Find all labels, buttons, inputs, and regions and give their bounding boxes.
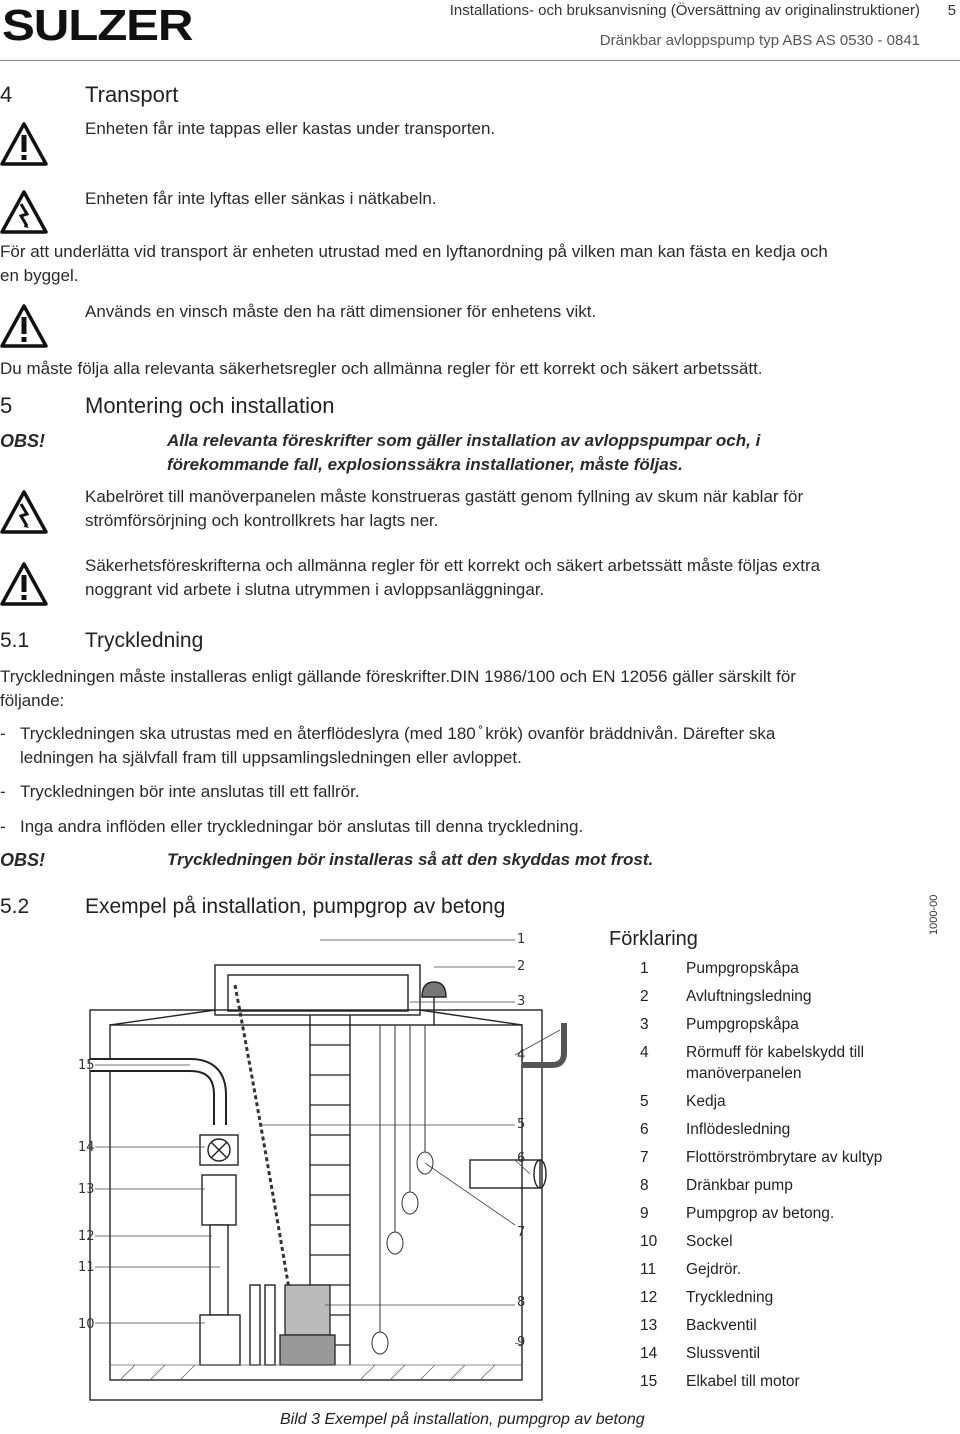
pressure-line-intro-line2: följande: (0, 691, 65, 710)
bullet-dash: - (0, 817, 6, 836)
transport-paragraph-line1: För att underlätta vid transport är enheten utrustad med en lyftanordning på vilken man kan fästa en kedja och (0, 242, 828, 261)
callout-2: 2 (517, 959, 526, 974)
section-number: 5.2 (0, 895, 30, 918)
callout-9: 9 (517, 1335, 526, 1350)
section-5-heading (0, 393, 500, 421)
section-number: 5 (0, 393, 13, 418)
callout-6: 6 (517, 1151, 526, 1166)
callout-10: 10 (78, 1317, 95, 1332)
callout-8: 8 (517, 1295, 526, 1310)
safety-warning-line1: Säkerhetsföreskrifterna och allmänna regler för ett korrekt och säkert arbetssätt måste följas extra (85, 556, 821, 575)
section-4-heading (0, 82, 400, 110)
bullet-2: Tryckledningen bör inte anslutas till ett fallrör. (20, 782, 360, 801)
page-number: 5 (947, 2, 956, 19)
document-title: Installations- och bruksanvisning (Översättning av originalinstruktioner) (449, 2, 920, 19)
transport-warning-drop: Enheten får inte tappas eller kastas under transporten. (85, 119, 496, 138)
electrical-warning-line2: strömförsörjning och kontrollkrets har lagts ner. (85, 511, 439, 530)
obs-frost-text: Tryckledningen bör installeras så att den skyddas mot frost. (167, 850, 654, 869)
safety-warning-line2: noggrant vid arbete i slutna utrymmen i avloppsanläggningar. (85, 580, 545, 599)
transport-warning-winch: Används en vinsch måste den ha rätt dimensioner för enhetens vikt. (85, 302, 597, 321)
callout-15: 15 (78, 1058, 95, 1073)
obs-text-line2: förekommande fall, explosionssäkra installationer, måste följas. (167, 455, 683, 474)
electrical-warning-line1: Kabelröret till manöverpanelen måste konstrueras gastätt genom fyllning av skum när kablar för (85, 487, 804, 506)
callout-4: 4 (517, 1048, 526, 1063)
electrical-hazard-icon (0, 190, 48, 234)
header-divider (0, 60, 960, 61)
warning-icon (0, 122, 48, 166)
section-5-1-heading (0, 629, 400, 657)
callout-5: 5 (517, 1117, 526, 1132)
obs-label: OBS! (0, 850, 45, 870)
callout-11: 11 (78, 1260, 95, 1275)
drawing-code: 1000-00 (928, 894, 940, 935)
bullet-3: Inga andra inflöden eller tryckledningar bör anslutas till denna tryckledning. (20, 817, 584, 836)
callout-1: 1 (517, 932, 526, 947)
transport-paragraph-line2: en byggel. (0, 266, 79, 285)
warning-icon (0, 304, 48, 348)
section-number: 4 (0, 82, 13, 107)
transport-safety-paragraph: Du måste följa alla relevanta säkerhetsregler och allmänna regler för ett korrekt och säkert arbetssätt. (0, 359, 763, 378)
section-5-2-heading (0, 895, 600, 923)
obs-label: OBS! (0, 431, 45, 451)
document-subtitle: Dränkbar avloppspump typ ABS AS 0530 - 0841 (599, 32, 920, 49)
electrical-hazard-icon (0, 490, 48, 534)
transport-warning-cable: Enheten får inte lyftas eller sänkas i nätkabeln. (85, 189, 437, 208)
callout-7: 7 (517, 1225, 526, 1240)
section-title: Transport (85, 82, 179, 107)
callout-13: 13 (78, 1182, 95, 1197)
section-title: Exempel på installation, pumpgrop av betong (85, 895, 506, 918)
legend-title: Förklaring (609, 928, 698, 950)
pressure-line-intro-line1: Tryckledningen måste installeras enligt gällande föreskrifter.DIN 1986/100 och EN 12056 gäller särskilt för (0, 667, 796, 686)
section-title: Tryckledning (85, 629, 204, 652)
pit-cover (215, 965, 420, 1015)
section-title: Montering och installation (85, 393, 335, 418)
bullet-1-line1: Tryckledningen ska utrustas med en återflödeslyra (med 180 ̊ krök) ovanför bräddnivån. Därefter ska (20, 724, 776, 743)
section-number: 5.1 (0, 629, 30, 652)
obs-text-line1: Alla relevanta föreskrifter som gäller installation av avloppspumpar och, i (167, 431, 761, 450)
sulzer-logo: SULZER (2, 1, 193, 50)
callout-12: 12 (78, 1229, 95, 1244)
figure-caption: Bild 3 Exempel på installation, pumpgrop av betong (280, 1411, 645, 1428)
bullet-dash: - (0, 782, 6, 801)
callout-3: 3 (517, 994, 526, 1009)
bullet-dash: - (0, 724, 6, 743)
callout-14: 14 (78, 1140, 95, 1155)
bullet-1-line2: ledningen ha självfall fram till uppsamlingsledningen eller avloppet. (20, 748, 522, 767)
warning-icon (0, 562, 48, 606)
